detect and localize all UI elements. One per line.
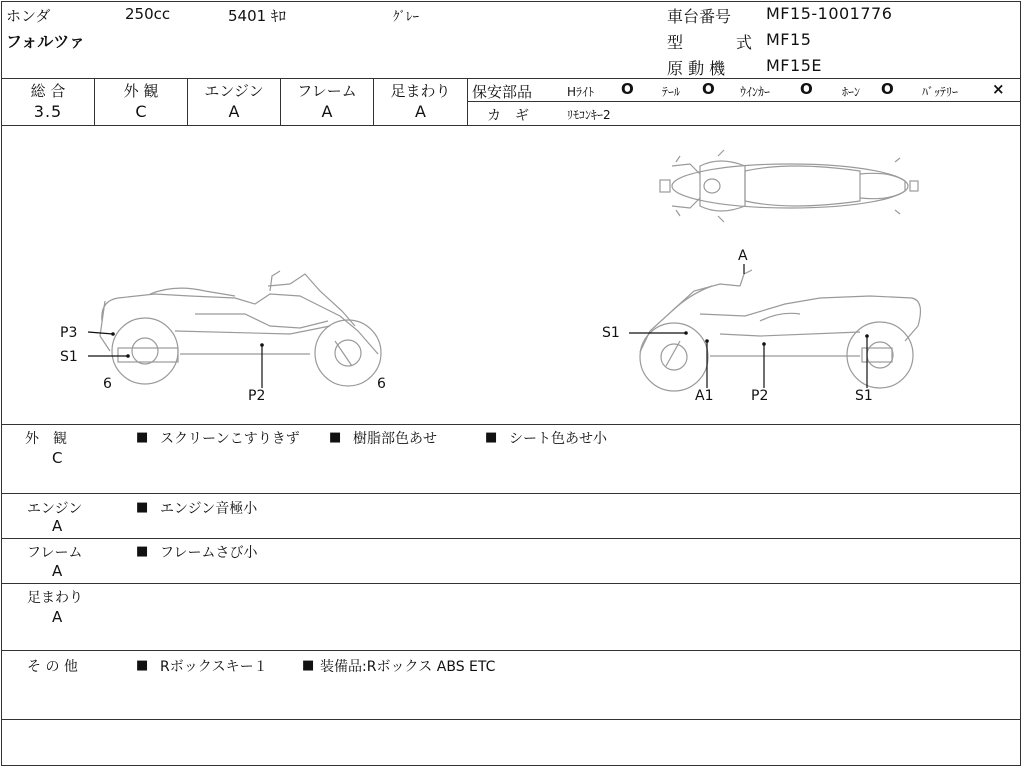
safety-battery-mark: × — [992, 80, 1005, 98]
note-exterior-grade: C — [52, 449, 63, 467]
diagram-leader-lines — [88, 264, 869, 388]
label-right-p2: P2 — [751, 388, 769, 404]
label-left-wheel-front: 6 — [103, 376, 112, 392]
label-right-s1-front: S1 — [602, 325, 620, 341]
bullet-icon: ■ — [136, 544, 149, 559]
scooter-right-side-view — [640, 270, 920, 391]
model-type-label-2: 式 — [736, 33, 753, 52]
engine-type-value: MF15E — [766, 56, 822, 75]
label-left-wheel-rear: 6 — [377, 376, 386, 392]
safety-headlight-label: Hﾗｲﾄ — [567, 85, 595, 99]
note-exterior-item-3: シート色あせ小 — [509, 431, 607, 447]
label-left-s1: S1 — [60, 349, 78, 365]
safety-winker-label: ｳｲﾝｶｰ — [740, 85, 771, 99]
note-exterior-item-2: 樹脂部色あせ — [353, 431, 437, 447]
note-frame-grade: A — [52, 562, 63, 580]
note-frame-label: フレーム — [27, 545, 83, 561]
chassis-number-value: MF15-1001776 — [766, 4, 893, 23]
safety-headlight-mark: O — [621, 80, 634, 98]
scooter-left-side-view — [100, 271, 381, 386]
score-overall-value: 3.5 — [33, 102, 63, 121]
key-value: ﾘﾓｺﾝｷｰ2 — [567, 108, 611, 122]
score-exterior-value: C — [135, 102, 147, 121]
safety-horn-label: ﾎｰﾝ — [842, 85, 861, 99]
chassis-number-label: 車台番号 — [667, 7, 732, 26]
note-engine-grade: A — [52, 517, 63, 535]
bullet-icon: ■ — [136, 430, 149, 445]
model-type-value: MF15 — [766, 30, 812, 49]
note-exterior-item-1: スクリーンこすりきず — [160, 431, 300, 447]
displacement: 250cc — [125, 5, 171, 23]
safety-battery-label: ﾊﾞｯﾃﾘｰ — [922, 85, 959, 99]
score-engine-label: エンジン — [204, 82, 264, 100]
bullet-icon: ■ — [329, 430, 342, 445]
maker-name: ホンダ — [6, 7, 51, 25]
bullet-icon: ■ — [136, 658, 149, 673]
mileage: 5401 ｷﾛ — [228, 7, 286, 25]
engine-type-label: 原 動 機 — [667, 59, 726, 78]
label-right-a1: A1 — [695, 388, 714, 404]
note-exterior-label: 外 観 — [25, 431, 67, 447]
note-frame-item-1: フレームさび小 — [160, 545, 258, 561]
label-left-p2: P2 — [248, 388, 266, 404]
score-frame-value: A — [321, 102, 333, 121]
label-right-s1-rear: S1 — [855, 388, 873, 404]
score-exterior-label: 外 観 — [123, 82, 159, 100]
note-engine-label: エンジン — [27, 501, 83, 517]
score-suspension-value: A — [415, 102, 426, 121]
note-other-item-2: 装備品:Rボックス ABS ETC — [320, 659, 496, 675]
bullet-icon: ■ — [302, 658, 315, 673]
safety-winker-mark: O — [800, 80, 813, 98]
score-suspension-label: 足まわり — [390, 82, 451, 100]
score-frame-label: フレーム — [297, 82, 357, 100]
note-engine-item-1: エンジン音極小 — [160, 501, 258, 517]
model-type-label-1: 型 — [667, 33, 684, 52]
note-other-label: そ の 他 — [27, 659, 78, 675]
note-other-item-1: Rボックスキー１ — [160, 659, 268, 675]
note-suspension-label: 足まわり — [27, 590, 83, 606]
key-label: カ ギ — [487, 108, 529, 124]
body-color: ｸﾞﾚｰ — [393, 10, 419, 25]
bullet-icon: ■ — [136, 500, 149, 515]
safety-horn-mark: O — [881, 80, 894, 98]
score-engine-value: A — [228, 102, 240, 121]
label-left-p3: P3 — [60, 325, 78, 341]
scooter-diagram — [0, 126, 1024, 424]
label-right-a: A — [738, 248, 748, 264]
score-overall-label: 総 合 — [30, 82, 66, 100]
safety-parts-label: 保安部品 — [472, 83, 533, 101]
safety-taillight-label: ﾃｰﾙ — [662, 85, 681, 99]
scooter-top-view — [660, 150, 918, 222]
model-name: フォルツァ — [6, 32, 86, 51]
note-suspension-grade: A — [52, 608, 63, 626]
safety-taillight-mark: O — [702, 80, 715, 98]
bullet-icon: ■ — [485, 430, 498, 445]
